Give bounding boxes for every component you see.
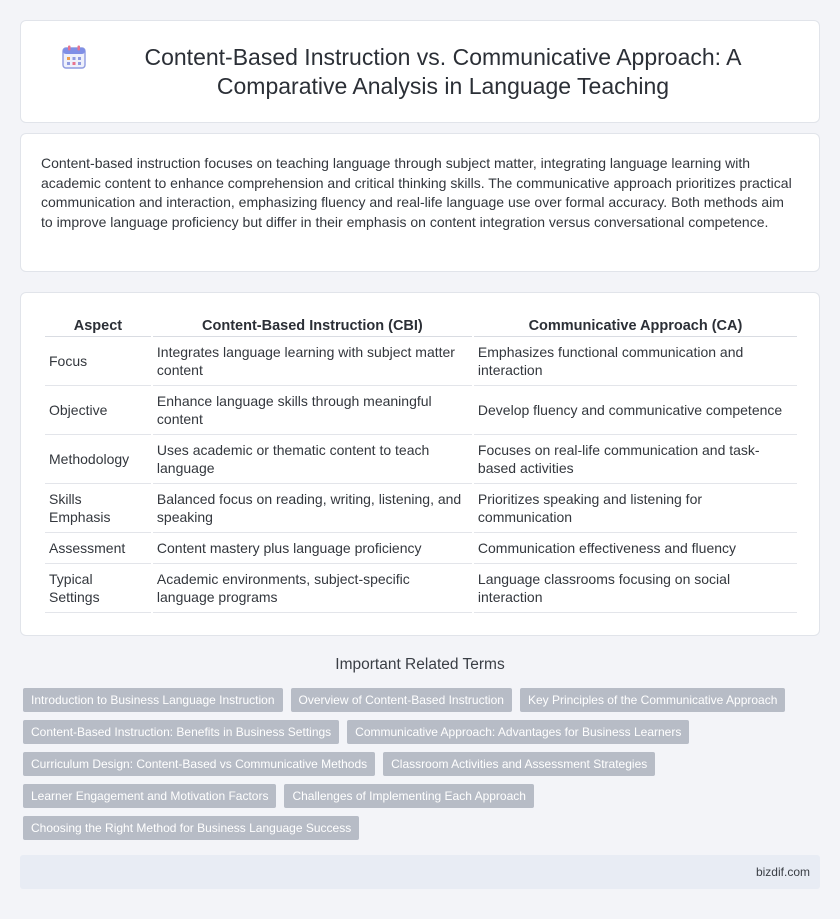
title-wrap [21,21,819,122]
table-row [45,337,797,386]
row-ca: Develop fluency and communicative competence [474,386,797,435]
related-tag[interactable]: Overview of Content-Based Instruction [291,688,512,712]
row-aspect: Objective [45,386,151,435]
row-cbi: Integrates language learning with subject matter content [153,337,472,386]
row-cbi: Content mastery plus language proficiency [153,533,472,564]
row-aspect: Typical Settings [45,564,151,613]
table-row [45,435,797,484]
header-ca: Communicative Approach (CA) [474,315,797,337]
title-card [20,20,820,123]
related-tag[interactable]: Choosing the Right Method for Business Language Success [23,816,359,840]
related-tags [23,688,813,840]
calendar-icon [61,44,87,70]
related-tag[interactable]: Communicative Approach: Advantages for Business Learners [347,720,689,744]
related-terms-title: Important Related Terms [335,656,505,673]
related-tag[interactable]: Learner Engagement and Motivation Factors [23,784,276,808]
comparison-card [20,292,820,636]
row-ca: Communication effectiveness and fluency [474,533,797,564]
page-title: Content-Based Instruction vs. Communicative Approach: A Comparative Analysis in Language Teaching [144,43,742,99]
related-tag[interactable]: Curriculum Design: Content-Based vs Communicative Methods [23,752,375,776]
related-tag[interactable]: Key Principles of the Communicative Approach [520,688,785,712]
related-tag[interactable]: Content-Based Instruction: Benefits in Business Settings [23,720,339,744]
table-row [45,564,797,613]
related-tag[interactable]: Challenges of Implementing Each Approach [284,784,533,808]
row-aspect: Skills Emphasis [45,484,151,533]
intro-card [20,133,820,272]
row-ca: Emphasizes functional communication and interaction [474,337,797,386]
row-ca: Prioritizes speaking and listening for communication [474,484,797,533]
table-header-row [45,315,797,337]
row-cbi: Enhance language skills through meaningful content [153,386,472,435]
intro-paragraph: Content-based instruction focuses on teaching language through subject matter, integrating language learning with academic content to enhance comprehension and critical thinking skills. The communicative approach prioritizes practical communication and interaction, emphasizing fluency and real-life language use over formal accuracy. Both methods aim to improve language proficiency but differ in their emphasis on content integration versus conversational competence. [41,155,792,230]
row-ca: Focuses on real-life communication and task-based activities [474,435,797,484]
row-aspect: Assessment [45,533,151,564]
row-cbi: Academic environments, subject-specific language programs [153,564,472,613]
row-aspect: Focus [45,337,151,386]
related-tag[interactable]: Classroom Activities and Assessment Strategies [383,752,655,776]
footer [20,855,820,889]
row-cbi: Balanced focus on reading, writing, listening, and speaking [153,484,472,533]
table-row [45,484,797,533]
related-tag[interactable]: Introduction to Business Language Instruction [23,688,283,712]
table-row [45,386,797,435]
header-cbi: Content-Based Instruction (CBI) [153,315,472,337]
row-ca: Language classrooms focusing on social interaction [474,564,797,613]
site-link[interactable]: bizdif.com [755,865,810,879]
header-aspect: Aspect [45,315,151,337]
comparison-table [43,315,799,613]
table-row [45,533,797,564]
row-cbi: Uses academic or thematic content to teach language [153,435,472,484]
row-aspect: Methodology [45,435,151,484]
